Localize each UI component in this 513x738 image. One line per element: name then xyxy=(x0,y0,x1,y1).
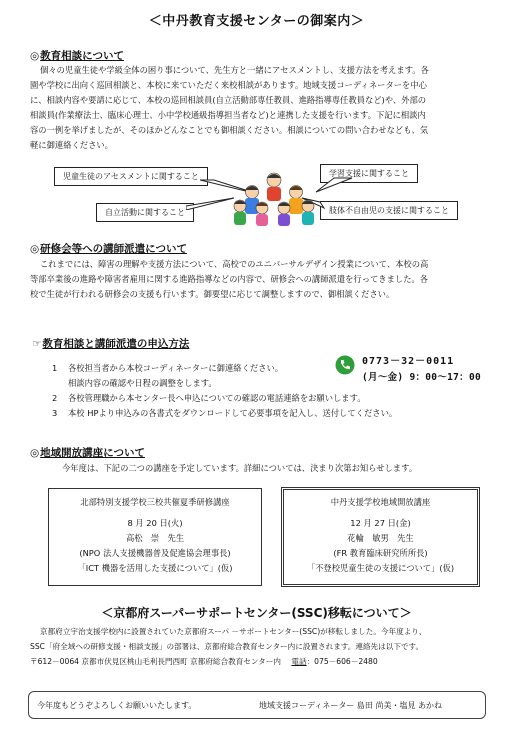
pointing-hand-icon: ☞ xyxy=(32,338,42,350)
list-item: 相談内容の確認や日程の調整をします。 xyxy=(68,378,217,388)
section-heading-open-lecture xyxy=(30,445,145,460)
ssc-address-line xyxy=(30,654,505,669)
footer-box xyxy=(28,691,486,719)
section-heading-text: 研修会等への講師派遣について xyxy=(40,243,187,255)
section-heading-text: 教育相談について xyxy=(40,50,124,62)
list-item: 3 本校 HPより申込みの各書式をダウンロードして必要事項を記入し、送付してください。 xyxy=(52,408,398,418)
list-item: 2 各校管理職から本センター長へ申込についての確認の電話連絡をお願いします。 xyxy=(52,393,366,403)
lecture-box-summer xyxy=(48,488,262,586)
child-figure xyxy=(267,173,281,201)
consultation-paragraph xyxy=(30,63,500,153)
paragraph-line: SSC「府全域への研修支援・相談支援」の部署は、京都府総合教育センター内に設置されます。連絡先は以下です。 xyxy=(30,642,424,651)
lecture-topic: 「ICT 機器を活用した支援について」(仮) xyxy=(77,563,233,573)
lecture-affiliation: (FR 教育臨床研究所所長) xyxy=(333,548,428,558)
section-heading-consultation xyxy=(30,48,124,63)
section-heading-text: 教育相談と講師派遣の申込方法 xyxy=(42,338,190,350)
list-item: 1 各校担当者から本校コーディネーターに御連絡ください。 xyxy=(52,363,284,373)
lecturer-paragraph xyxy=(30,257,500,302)
bubble-learning: 学習支援に関すること xyxy=(320,164,418,183)
application-steps xyxy=(52,361,397,421)
footer-signature: 地域支援コーディネーター 島田 尚美・塩見 あかね xyxy=(259,701,442,710)
lecture-box-chutan xyxy=(281,487,480,587)
lecture-date: 12 月 27 日(金) xyxy=(350,518,411,528)
ssc-tel: ：075－606－2480 xyxy=(306,657,378,666)
bubble-tail xyxy=(314,176,354,196)
bubble-assessment: 児童生徒のアセスメントに関すること xyxy=(54,167,208,186)
lecture-date: 8 月 20 日(火) xyxy=(127,518,183,528)
lecture-affiliation: (NPO 法人支援機器普及促進協会理事長) xyxy=(79,548,231,558)
paragraph-line: に、相談内容や要請に応じて、本校の巡回相談員(自立活動部専任教員、進路指導専任教員など)や、外部の xyxy=(30,95,427,105)
paragraph-line: 相談員(作業療法士、臨床心理士、小中学校通級指導担当者など)と連携した支援を行います。下記に相談内 xyxy=(30,110,426,120)
bubble-tail xyxy=(186,196,236,210)
paragraph-line: 等部卒業後の進路や障害者雇用に関する進路指導などの内容で、研修会への講師派遣を行ってきました。各 xyxy=(30,274,429,284)
lecture-title: 北部特別支援学校三校共催夏季研修講座 xyxy=(80,497,230,507)
bubble-jiritsu: 自立活動に関すること xyxy=(96,203,194,222)
lecture-speaker: 高松 崇 先生 xyxy=(125,533,185,543)
paragraph-line: 京都府立宇治支援学校内に設置されていた京都府スーパ －サポートセンター(SSC)が移転しました。今年度より、 xyxy=(40,627,427,636)
page-title: ＜中丹教育支援センターの御案内＞ xyxy=(148,14,365,29)
paragraph-line: これまでには、障害の理解や支援方法について、高校でのユニバーサルデザイン授業について、本校の高 xyxy=(40,259,429,269)
circle-bullet-icon: ◎ xyxy=(30,50,40,62)
section-heading-application xyxy=(32,336,189,351)
circle-bullet-icon: ◎ xyxy=(30,243,40,255)
paragraph-line: 園や学校に出向く巡回相談と、本校に来ていただく来校相談があります。地域支援コーディネーターを中心 xyxy=(30,80,427,90)
paragraph-line: 軽に御連絡ください。 xyxy=(30,140,113,150)
section-heading-lecturer xyxy=(30,241,187,256)
children-group-illustration xyxy=(232,170,316,226)
footer-greeting: 今年度もどうぞよろしくお願いいたします。 xyxy=(37,701,197,710)
lecture-title: 中丹支援学校地域開放講座 xyxy=(330,497,431,507)
circle-bullet-icon: ◎ xyxy=(30,447,40,459)
section-heading-text: 地域開放講座について xyxy=(40,447,145,459)
ssc-address: 〒612－0064 京都市伏見区桃山毛利長門西町 京都府総合教育センター内 xyxy=(30,657,281,666)
phone-number: 0773－32－0011 xyxy=(362,356,455,367)
lecture-topic: 「不登校児童生徒の支援について」(仮) xyxy=(306,563,455,573)
phone-hours: (月～金) 9：00～17：00 xyxy=(362,372,481,383)
ssc-paragraph xyxy=(30,624,505,669)
bubble-physical: 肢体不自由児の支援に関すること xyxy=(320,201,458,220)
lecture-speaker: 花輪 敏男 先生 xyxy=(347,533,414,543)
ssc-heading: ＜京都府スーパーサポートセンター(SSC)移転について＞ xyxy=(101,606,412,620)
paragraph-line: 個々の児童生徒や学級全体の困り事について、先生方と一緒にアセスメントし、支援方法を考えます。各 xyxy=(40,65,429,75)
paragraph-line: 容の一例を挙げましたが、そのほかどんなことでも御相談ください。相談についての問い合わせなども、気 xyxy=(30,125,429,135)
tel-label: 電話 xyxy=(291,657,307,666)
paragraph-line: 校で生徒が行われる研修会の支援も行います。御要望に応じて調整しますので、御相談ください。 xyxy=(30,289,395,299)
open-lecture-intro: 今年度は、下記の二つの講座を予定しています。詳細については、決まり次第お知らせします。 xyxy=(62,463,418,473)
